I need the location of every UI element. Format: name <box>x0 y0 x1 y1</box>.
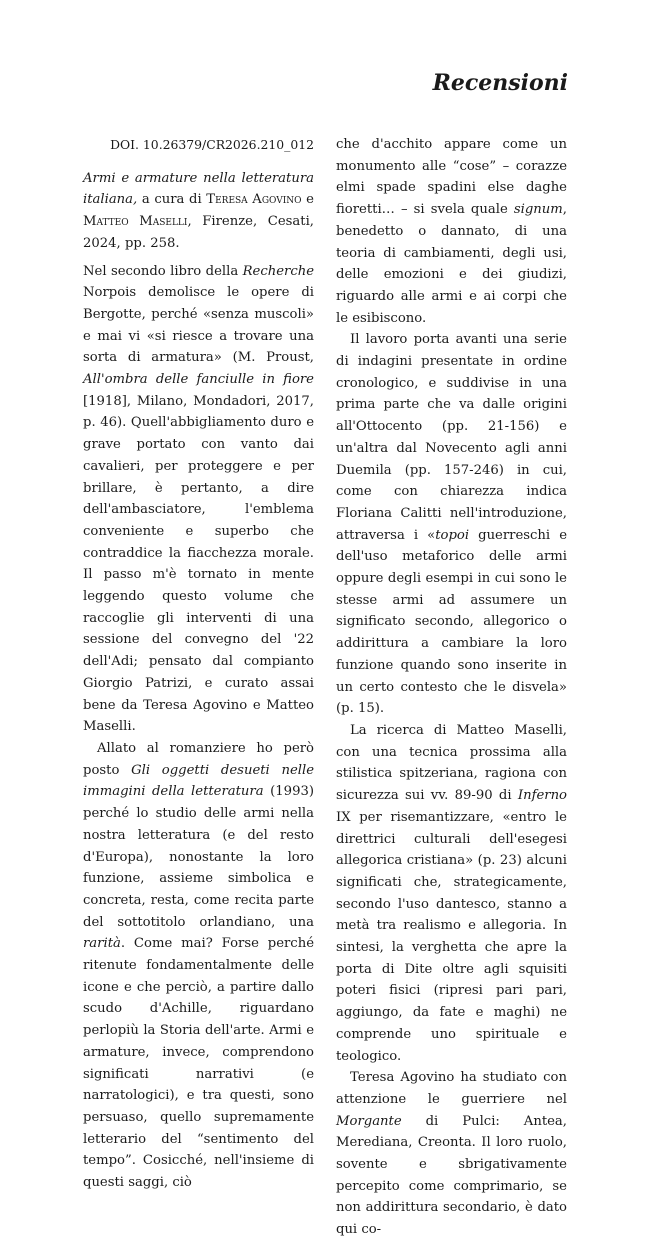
paragraph: Nel secondo libro della Recherche Norpois demolisce le opere di Bergotte, perché «senza muscoli» e mai vi «si riesce a trovare una sorta di armatura» (M. Proust, All'ombra delle fanciulle in fiore [1918], Milano, Mondadori, 2017, p. 46). Quell'abbigliamento duro e grave portato con vanto dai cavalieri, per proteggere e per brillare, è pertanto, a dire dell'ambasciatore, l'emblema conveniente e superbo che contraddice la fiacchezza morale. Il passo m'è tornato in mente leggendo questo volume che raccoglie gli interventi di una sessione del convegno del '22 dell'Adi; pensato dal compianto Giorgio Patrizi, e curato assai bene da Teresa Agovino e Matteo Maselli. <box>83 263 314 735</box>
editor-name: Teresa Agovino <box>206 192 302 208</box>
paragraph: Il lavoro porta avanti una serie di indagini presentate in ordine cronologico, e suddivise in una prima parte che va dalle origini all'Ottocento (pp. 21-156) e un'altra dal Novecento agli anni Duemila (pp. 157-246) in cui, come con chiarezza indica Floriana Calitti nell'introduzione, attraversa i «topoi guerreschi e dell'uso metaforico delle armi oppure degli esempi in cui sono le stesse armi ad assumere un significato secondo, allegorico o addirittura a cambiare la loro funzione quando sono inserite in un certo contesto che le disvela» (p. 15). <box>336 332 567 717</box>
right-column <box>336 134 567 1241</box>
paragraph: La ricerca di Matteo Maselli, con una tecnica prossima alla stilistica spitzeriana, ragiona con sicurezza sui vv. 89-90 di Inferno IX per risemantizzare, «entro le direttrici culturali dell'esegesi allegorica cristiana» (p. 23) alcuni significati che, strategicamente, secondo l'uso dantesco, stanno a metà tra realismo e allegoria. In sintesi, la verghetta che apre la porta di Dite oltre agli squisiti poteri fisici (ripresi pari pari, aggiungo, da fate e maghi) ne comprende uno spirituale e teologico. <box>336 722 567 1064</box>
editor-name: Matteo Maselli <box>83 214 188 230</box>
running-header: Recensioni <box>432 70 568 96</box>
paragraph: che d'acchito appare come un monumento alle “cose” – corazze elmi spade spadini else daghe fioretti… – si svela quale signum, benedetto o dannato, di una teoria di cambiamenti, degli usi, delle emozioni e dei giudizi, riguardo alle armi e ai corpi che le esibiscono. <box>336 137 567 326</box>
doi-label: DOI. 10.26379/CR2026.210_012 <box>110 137 314 152</box>
bibliographic-entry: Armi e armature nella letteratura italiana, a cura di Teresa Agovino e Matteo Maselli, Firenze, Cesati, 2024, pp. 258. <box>83 170 314 251</box>
paragraph: Teresa Agovino ha studiato con attenzione le guerriere nel Morgante di Pulci: Antea, Merediana, Creonta. Il loro ruolo, sovente e sbrigativamente percepito come comprimario, se non addirittura secondario, è dato qui co- <box>336 1070 567 1238</box>
left-column <box>83 134 314 1194</box>
book-title: Armi e armature nella letteratura italiana, <box>83 170 314 208</box>
paragraph: Allato al romanziere ho però posto Gli oggetti desueti nelle immagini della letteratura (1993) perché lo studio delle armi nella nostra letteratura (e del resto d'Europa), nonostante la loro funzione, assieme simbolica e concreta, resta, come recita parte del sottotitolo orlandiano, una rarità. Come mai? Forse perché ritenute fondamentalmente delle icone e che perciò, a partire dallo scudo d'Achille, riguardano perlopiù la Storia dell'arte. Armi e armature, invece, comprendono significati narrativi (e narratologici), e tra questi, sono persuaso, quello supremamente letterario del “sentimento del tempo”. Cosicché, nell'insieme di questi saggi, ciò <box>83 740 315 1191</box>
